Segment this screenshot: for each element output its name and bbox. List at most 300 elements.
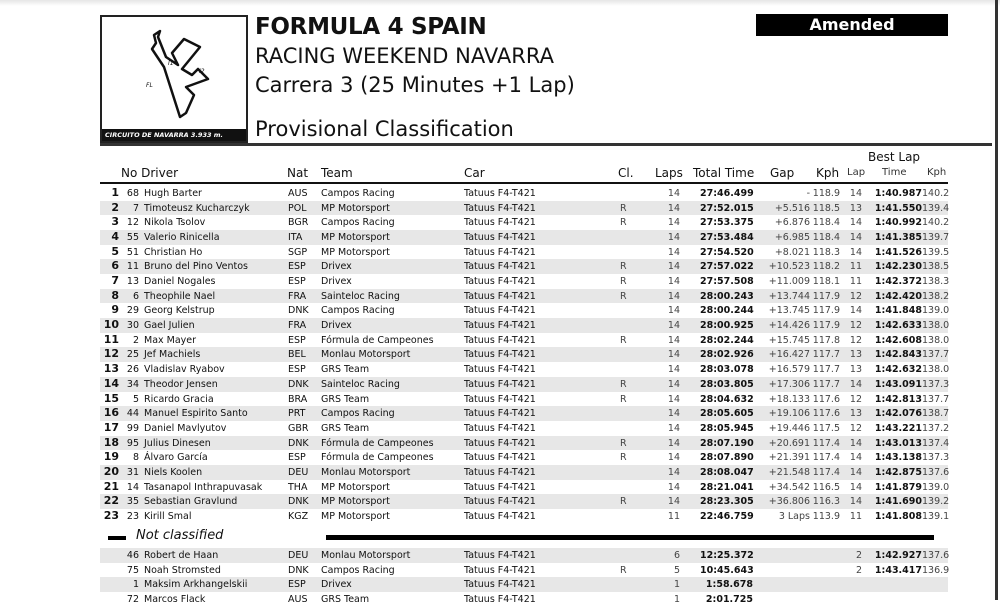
table-row xyxy=(100,259,948,274)
cell-laps: 14 xyxy=(667,261,680,273)
cell-kph: 118.4 xyxy=(812,217,840,229)
col-laps: Laps xyxy=(655,166,683,180)
cell-bl-time: 1:43.221 xyxy=(874,422,922,434)
cell-kph: 117.6 xyxy=(812,393,840,405)
cell-kph: 118.4 xyxy=(812,232,840,244)
cell-bl-kph: 139.1 xyxy=(922,510,950,522)
cell-pos: 5 xyxy=(111,244,119,258)
cell-team: Drivex xyxy=(321,276,352,288)
cell-team: Sainteloc Racing xyxy=(321,290,400,302)
cell-car: Tatuus F4-T421 xyxy=(464,510,536,522)
cell-bl-lap: 12 xyxy=(849,290,862,302)
cell-team: MP Motorsport xyxy=(321,481,390,493)
cell-bl-lap: 14 xyxy=(849,452,862,464)
table-row xyxy=(100,563,948,578)
section-marker xyxy=(108,536,126,540)
cell-cl: R xyxy=(620,378,627,390)
cell-nat: PRT xyxy=(288,408,306,420)
cell-pos: 11 xyxy=(103,332,119,346)
cell-bl-lap: 14 xyxy=(849,246,862,258)
cell-bl-time: 1:42.875 xyxy=(874,466,922,478)
cell-kph: 117.9 xyxy=(812,305,840,317)
cell-car: Tatuus F4-T421 xyxy=(464,496,536,508)
table-row xyxy=(100,362,948,377)
cell-pos: 15 xyxy=(103,391,119,405)
header-divider xyxy=(100,143,992,146)
cell-nat: THA xyxy=(288,481,308,493)
cell-bl-time: 1:40.987 xyxy=(874,188,922,199)
cell-pos: 12 xyxy=(103,347,119,361)
col-no-driver: No Driver xyxy=(121,166,179,180)
cell-car: Tatuus F4-T421 xyxy=(464,290,536,302)
window-top-shadow xyxy=(0,0,1000,6)
cell-no: 29 xyxy=(126,305,139,317)
cell-car: Tatuus F4-T421 xyxy=(464,466,536,478)
cell-team: Drivex xyxy=(321,261,352,273)
cell-driver: Hugh Barter xyxy=(144,188,202,199)
svg-text:I2: I2 xyxy=(199,68,205,75)
cell-pos: 2 xyxy=(111,200,119,214)
not-classified-heading: Not classified xyxy=(136,528,224,543)
cell-driver: Sebastian Gravlund xyxy=(144,496,238,508)
cell-car: Tatuus F4-T421 xyxy=(464,378,536,390)
cell-total: 28:23.305 xyxy=(700,496,754,508)
cell-laps: 14 xyxy=(667,408,680,420)
cell-total: 27:52.015 xyxy=(700,202,754,214)
cell-driver: Manuel Espirito Santo xyxy=(144,408,248,420)
cell-bl-kph: 138.0 xyxy=(922,364,950,376)
cell-total: 22:46.759 xyxy=(700,510,754,522)
cell-pos: 17 xyxy=(103,420,119,434)
cell-nat: GBR xyxy=(288,422,309,434)
championship-title: FORMULA 4 SPAIN xyxy=(255,14,487,40)
cell-total: 28:21.041 xyxy=(700,481,754,493)
cell-driver: Jef Machiels xyxy=(144,349,201,361)
cell-total: 2:01.725 xyxy=(705,594,753,606)
cell-laps: 14 xyxy=(667,378,680,390)
cell-no: 46 xyxy=(126,550,139,561)
cell-driver: Noah Stromsted xyxy=(144,564,221,576)
cell-total: 28:00.243 xyxy=(700,290,754,302)
cell-nat: ESP xyxy=(288,452,306,464)
cell-bl-time: 1:43.138 xyxy=(874,452,922,464)
cell-nat: DNK xyxy=(288,564,309,576)
cell-bl-time: 1:41.808 xyxy=(874,510,922,522)
cell-no: 72 xyxy=(126,594,139,606)
col-best-lap-time: Time xyxy=(882,167,907,178)
cell-total: 12:25.372 xyxy=(700,550,754,561)
table-row xyxy=(100,421,948,436)
cell-gap: +14.426 xyxy=(768,320,810,332)
cell-bl-time: 1:42.813 xyxy=(874,393,922,405)
cell-cl: R xyxy=(620,334,627,346)
cell-car: Tatuus F4-T421 xyxy=(464,452,536,464)
cell-gap: 3 Laps xyxy=(778,510,810,522)
cell-bl-kph: 137.6 xyxy=(922,466,950,478)
cell-bl-time: 1:42.076 xyxy=(874,408,922,420)
cell-team: Drivex xyxy=(321,320,352,332)
cell-total: 28:02.244 xyxy=(700,334,754,346)
cell-cl: R xyxy=(620,276,627,288)
cell-bl-time: 1:42.632 xyxy=(874,364,922,376)
cell-nat: SGP xyxy=(288,246,308,258)
cell-cl: R xyxy=(620,261,627,273)
cell-pos: 13 xyxy=(103,362,119,376)
cell-bl-lap: 14 xyxy=(849,232,862,244)
cell-bl-kph: 137.4 xyxy=(922,437,950,449)
cell-bl-kph: 138.5 xyxy=(922,261,950,273)
cell-bl-lap: 2 xyxy=(855,550,862,561)
cell-no: 7 xyxy=(132,202,139,214)
cell-nat: DEU xyxy=(288,550,309,561)
cell-bl-lap: 14 xyxy=(849,496,862,508)
cell-no: 31 xyxy=(126,466,139,478)
cell-gap: +18.133 xyxy=(768,393,810,405)
cell-nat: DNK xyxy=(288,378,309,390)
cell-pos: 7 xyxy=(111,274,119,288)
cell-driver: Julius Dinesen xyxy=(144,437,211,449)
cell-bl-lap: 12 xyxy=(849,334,862,346)
cell-bl-kph: 139.7 xyxy=(922,232,950,244)
cell-total: 28:02.926 xyxy=(700,349,754,361)
cell-no: 25 xyxy=(126,349,139,361)
table-row xyxy=(100,494,948,509)
cell-driver: Vladislav Ryabov xyxy=(144,364,225,376)
cell-bl-kph: 138.0 xyxy=(922,320,950,332)
svg-text:FL: FL xyxy=(146,82,153,89)
cell-kph: 117.8 xyxy=(812,334,840,346)
cell-nat: DNK xyxy=(288,496,309,508)
cell-driver: Georg Kelstrup xyxy=(144,305,215,317)
cell-bl-time: 1:42.927 xyxy=(874,550,922,561)
cell-no: 75 xyxy=(126,564,139,576)
cell-laps: 14 xyxy=(667,305,680,317)
cell-bl-kph: 139.0 xyxy=(922,481,950,493)
cell-bl-time: 1:41.879 xyxy=(874,481,922,493)
cell-no: 30 xyxy=(126,320,139,332)
cell-kph: 117.7 xyxy=(812,364,840,376)
cell-bl-lap: 13 xyxy=(849,202,862,214)
cell-bl-lap: 14 xyxy=(849,378,862,390)
cell-laps: 14 xyxy=(667,188,680,199)
cell-pos: 22 xyxy=(103,494,119,508)
cell-total: 28:03.805 xyxy=(700,378,754,390)
cell-laps: 14 xyxy=(667,320,680,332)
cell-bl-time: 1:42.420 xyxy=(874,290,922,302)
cell-no: 44 xyxy=(126,408,139,420)
cell-bl-kph: 137.7 xyxy=(922,349,950,361)
cell-kph: 118.9 xyxy=(812,188,840,199)
cell-total: 27:57.508 xyxy=(700,276,754,288)
col-total-time: Total Time xyxy=(693,166,755,180)
col-gap: Gap xyxy=(770,166,795,180)
table-row xyxy=(100,480,948,495)
cell-bl-time: 1:42.230 xyxy=(874,261,922,273)
cell-driver: Max Mayer xyxy=(144,334,197,346)
cell-kph: 117.6 xyxy=(812,408,840,420)
cell-bl-time: 1:41.550 xyxy=(874,202,922,214)
cell-total: 27:46.499 xyxy=(700,188,754,199)
cell-no: 1 xyxy=(132,579,139,591)
cell-bl-time: 1:40.992 xyxy=(874,217,922,229)
cell-team: Fórmula de Campeones xyxy=(321,452,434,464)
cell-driver: Christian Ho xyxy=(144,246,203,258)
cell-cl: R xyxy=(620,564,627,576)
cell-kph: 118.2 xyxy=(812,261,840,273)
cell-car: Tatuus F4-T421 xyxy=(464,349,536,361)
cell-driver: Álvaro García xyxy=(144,452,208,464)
cell-kph: 117.4 xyxy=(812,466,840,478)
cell-laps: 14 xyxy=(667,246,680,258)
cell-nat: ITA xyxy=(288,232,303,244)
cell-gap: +17.306 xyxy=(768,378,810,390)
cell-car: Tatuus F4-T421 xyxy=(464,261,536,273)
cell-bl-lap: 13 xyxy=(849,364,862,376)
cell-team: Campos Racing xyxy=(321,305,395,317)
cell-gap: - xyxy=(806,188,810,199)
cell-pos: 4 xyxy=(111,230,119,244)
cell-bl-lap: 12 xyxy=(849,393,862,405)
circuit-map-icon xyxy=(102,17,246,129)
table-row xyxy=(100,347,948,362)
cell-team: MP Motorsport xyxy=(321,202,390,214)
cell-driver: Daniel Nogales xyxy=(144,276,216,288)
cell-pos: 16 xyxy=(103,406,119,420)
cell-kph: 117.5 xyxy=(812,422,840,434)
cell-bl-kph: 138.3 xyxy=(922,276,950,288)
table-row xyxy=(100,274,948,289)
cell-gap: +11.009 xyxy=(768,276,810,288)
cell-laps: 14 xyxy=(667,334,680,346)
cell-bl-kph: 138.7 xyxy=(922,408,950,420)
cell-total: 28:05.605 xyxy=(700,408,754,420)
cell-nat: FRA xyxy=(288,290,307,302)
cell-car: Tatuus F4-T421 xyxy=(464,202,536,214)
cell-laps: 14 xyxy=(667,452,680,464)
cell-bl-time: 1:42.608 xyxy=(874,334,922,346)
event-name: RACING WEEKEND NAVARRA xyxy=(255,44,554,68)
cell-gap: +16.427 xyxy=(768,349,810,361)
cell-no: 51 xyxy=(126,246,139,258)
cell-bl-time: 1:43.013 xyxy=(874,437,922,449)
cell-driver: Maksim Arkhangelskii xyxy=(144,579,248,591)
page-edge xyxy=(995,0,998,600)
status-badge: Amended xyxy=(756,14,948,36)
cell-bl-lap: 11 xyxy=(849,510,862,522)
cell-laps: 14 xyxy=(667,202,680,214)
col-best-lap-kph: Kph xyxy=(927,167,947,178)
cell-no: 11 xyxy=(126,261,139,273)
cell-nat: ESP xyxy=(288,261,306,273)
cell-kph: 117.7 xyxy=(812,378,840,390)
cell-kph: 117.4 xyxy=(812,452,840,464)
cell-team: GRS Team xyxy=(321,422,370,434)
cell-bl-lap: 12 xyxy=(849,422,862,434)
cell-no: 34 xyxy=(126,378,139,390)
cell-driver: Nikola Tsolov xyxy=(144,217,206,229)
cell-nat: DEU xyxy=(288,466,309,478)
cell-bl-lap: 14 xyxy=(849,188,862,199)
cell-driver: Valerio Rinicella xyxy=(144,232,220,244)
cell-kph: 117.4 xyxy=(812,437,840,449)
cell-kph: 118.3 xyxy=(812,246,840,258)
cell-bl-lap: 14 xyxy=(849,305,862,317)
cell-cl: R xyxy=(620,452,627,464)
cell-car: Tatuus F4-T421 xyxy=(464,276,536,288)
cell-total: 10:45.643 xyxy=(700,564,754,576)
cell-bl-time: 1:42.843 xyxy=(874,349,922,361)
cell-car: Tatuus F4-T421 xyxy=(464,550,536,561)
cell-bl-kph: 139.2 xyxy=(922,496,950,508)
col-cl: Cl. xyxy=(618,166,634,180)
cell-pos: 14 xyxy=(103,376,119,390)
cell-bl-time: 1:41.385 xyxy=(874,232,922,244)
cell-no: 68 xyxy=(126,188,139,199)
cell-gap: +13.745 xyxy=(768,305,810,317)
cell-no: 13 xyxy=(126,276,139,288)
cell-nat: DNK xyxy=(288,437,309,449)
cell-cl: R xyxy=(620,217,627,229)
cell-bl-kph: 138.0 xyxy=(922,334,950,346)
col-team: Team xyxy=(321,166,353,180)
cell-gap: +19.446 xyxy=(768,422,810,434)
col-car: Car xyxy=(464,166,485,180)
cell-driver: Daniel Mavlyutov xyxy=(144,422,227,434)
cell-bl-kph: 139.4 xyxy=(922,202,950,214)
cell-total: 28:04.632 xyxy=(700,393,754,405)
cell-total: 28:00.925 xyxy=(700,320,754,332)
cell-no: 35 xyxy=(126,496,139,508)
cell-bl-kph: 138.2 xyxy=(922,290,950,302)
cell-nat: BRA xyxy=(288,393,308,405)
cell-total: 28:07.190 xyxy=(700,437,754,449)
cell-bl-kph: 139.5 xyxy=(922,246,950,258)
cell-team: MP Motorsport xyxy=(321,496,390,508)
cell-bl-lap: 14 xyxy=(849,466,862,478)
cell-no: 95 xyxy=(126,437,139,449)
cell-bl-lap: 14 xyxy=(849,437,862,449)
cell-pos: 10 xyxy=(103,318,119,332)
cell-total: 28:03.078 xyxy=(700,364,754,376)
cell-total: 27:54.520 xyxy=(700,246,754,258)
cell-kph: 117.7 xyxy=(812,349,840,361)
table-row xyxy=(100,509,948,524)
cell-pos: 9 xyxy=(111,303,119,317)
cell-bl-kph: 140.2 xyxy=(922,217,950,229)
cell-bl-kph: 139.0 xyxy=(922,305,950,317)
cell-team: Campos Racing xyxy=(321,217,395,229)
cell-total: 27:53.484 xyxy=(700,232,754,244)
cell-total: 1:58.678 xyxy=(705,579,753,591)
cell-car: Tatuus F4-T421 xyxy=(464,334,536,346)
cell-car: Tatuus F4-T421 xyxy=(464,232,536,244)
cell-gap: +6.985 xyxy=(774,232,810,244)
section-divider xyxy=(326,535,934,540)
cell-total: 27:53.375 xyxy=(700,217,754,229)
cell-bl-lap: 14 xyxy=(849,217,862,229)
cell-laps: 1 xyxy=(673,579,680,591)
cell-laps: 5 xyxy=(673,564,680,576)
cell-nat: ESP xyxy=(288,364,306,376)
cell-car: Tatuus F4-T421 xyxy=(464,305,536,317)
cell-nat: AUS xyxy=(288,188,308,199)
cell-bl-lap: 12 xyxy=(849,320,862,332)
circuit-caption: CIRCUITO DE NAVARRA 3.933 m. xyxy=(102,129,246,141)
cell-bl-time: 1:42.372 xyxy=(874,276,922,288)
cell-gap: +19.106 xyxy=(768,408,810,420)
cell-kph: 116.5 xyxy=(812,481,840,493)
cell-car: Tatuus F4-T421 xyxy=(464,393,536,405)
cell-laps: 14 xyxy=(667,217,680,229)
cell-team: GRS Team xyxy=(321,594,370,606)
circuit-logo xyxy=(100,15,248,143)
cell-kph: 118.1 xyxy=(812,276,840,288)
cell-bl-time: 1:43.091 xyxy=(874,378,922,390)
cell-kph: 118.5 xyxy=(812,202,840,214)
table-row xyxy=(100,289,948,304)
svg-text:I1: I1 xyxy=(168,60,174,67)
cell-driver: Theophile Nael xyxy=(144,290,216,302)
cell-driver: Timoteusz Kucharczyk xyxy=(144,202,250,214)
cell-no: 14 xyxy=(126,481,139,493)
cell-nat: POL xyxy=(288,202,307,214)
table-row xyxy=(100,318,948,333)
cell-bl-lap: 11 xyxy=(849,261,862,273)
table-row xyxy=(100,592,948,607)
table-row xyxy=(100,450,948,465)
cell-pos: 1 xyxy=(111,186,119,199)
cell-nat: ESP xyxy=(288,579,306,591)
cell-no: 99 xyxy=(126,422,139,434)
cell-gap: +21.391 xyxy=(768,452,810,464)
cell-driver: Ricardo Gracia xyxy=(144,393,214,405)
cell-gap: +15.745 xyxy=(768,334,810,346)
cell-nat: BGR xyxy=(288,217,309,229)
cell-no: 6 xyxy=(132,290,139,302)
cell-team: MP Motorsport xyxy=(321,246,390,258)
cell-car: Tatuus F4-T421 xyxy=(464,246,536,258)
cell-gap: +6.876 xyxy=(774,217,810,229)
cell-team: GRS Team xyxy=(321,393,370,405)
cell-car: Tatuus F4-T421 xyxy=(464,579,536,591)
table-row xyxy=(100,548,948,563)
cell-pos: 20 xyxy=(103,464,119,478)
cell-team: Monlau Motorsport xyxy=(321,349,411,361)
cell-team: Sainteloc Racing xyxy=(321,378,400,390)
cell-laps: 14 xyxy=(667,466,680,478)
table-row xyxy=(100,577,948,592)
cell-gap: +16.579 xyxy=(768,364,810,376)
cell-pos: 21 xyxy=(103,479,119,493)
cell-gap: +5.516 xyxy=(774,202,810,214)
cell-laps: 14 xyxy=(667,290,680,302)
cell-nat: BEL xyxy=(288,349,306,361)
cell-bl-lap: 13 xyxy=(849,349,862,361)
cell-pos: 19 xyxy=(103,450,119,464)
cell-team: MP Motorsport xyxy=(321,232,390,244)
cell-bl-kph: 136.9 xyxy=(922,564,950,576)
cell-driver: Tasanapol Inthrapuvasak xyxy=(144,481,263,493)
cell-bl-time: 1:42.633 xyxy=(874,320,922,332)
cell-gap: +34.542 xyxy=(768,481,810,493)
cell-nat: AUS xyxy=(288,594,308,606)
cell-bl-kph: 137.2 xyxy=(922,422,950,434)
cell-bl-kph: 140.2 xyxy=(922,188,950,199)
cell-team: Monlau Motorsport xyxy=(321,466,411,478)
cell-driver: Gael Julien xyxy=(144,320,195,332)
cell-total: 28:05.945 xyxy=(700,422,754,434)
table-row xyxy=(100,186,948,201)
